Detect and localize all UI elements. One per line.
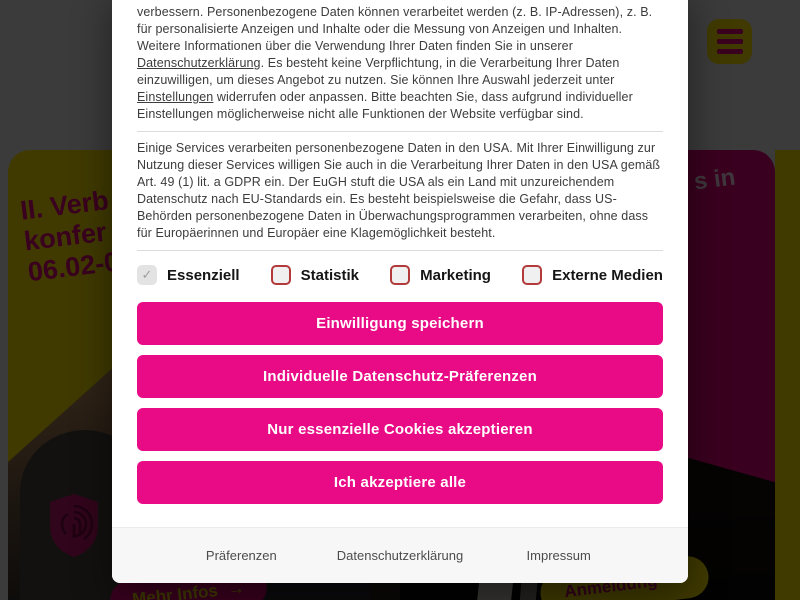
checkbox-externe-medien [522,265,663,285]
checkbox-externe-medien-label: Externe Medien [552,266,663,284]
checkbox-statistik [271,265,359,285]
consent-category-row [137,261,663,289]
checkbox-essenziell-box [137,265,157,285]
intro-text-part3: widerrufen oder anpassen. Bitte beachten Sie, dass aufgrund individueller Einstellungen möglicherweise nicht alle Funktionen der Website verfügbar sind. [137,90,633,121]
checkbox-statistik-label: Statistik [300,266,360,284]
divider [137,131,663,132]
divider [137,250,663,251]
checkbox-marketing-label: Marketing [420,266,491,284]
usa-data-paragraph: Einige Services verarbeiten personenbezogene Daten in den USA. Mit Ihrer Einwilligung zur Nutzung dieser Services willigen Sie auch in die Verarbeitung Ihrer Daten in den USA gemäß Art. 49 (1) lit. a GDPR ein. Der EuGH stuft die USA als ein Land mit unzureichendem Datenschutz nach EU-Standards ein. Es besteht beispielsweise die Gefahr, dass US-Behörden personenbezogene Daten in Überwachungsprogrammen verarbeiten, ohne dass für Europäerinnen und Europäer eine Klagemöglichkeit besteht. [137,141,661,240]
check-icon: ✓ [141,267,153,282]
accept-all-button[interactable]: Ich akzeptiere alle [137,461,663,504]
intro-paragraph [137,4,663,123]
checkbox-statistik-box[interactable] [271,265,291,285]
checkbox-marketing [390,265,491,285]
essential-only-button[interactable]: Nur essenzielle Cookies akzeptieren [137,408,663,451]
checkbox-marketing-box[interactable] [390,265,410,285]
save-consent-button[interactable]: Einwilligung speichern [137,302,663,345]
intro-text-part1: verbessern. Personenbezogene Daten können verarbeitet werden (z. B. IP-Adressen), z. B. für personalisierte Anzeigen und Inhalte oder die Messung von Anzeigen und Inhalten. Weitere Informationen über die Verwendung Ihrer Daten finden Sie in unserer [137,5,653,53]
cookie-dialog-body [112,0,688,504]
footer-link-preferences[interactable]: Präferenzen [205,548,277,563]
checkbox-essenziell [137,265,240,285]
footer-link-imprint[interactable]: Impressum [526,548,591,563]
settings-link[interactable]: Einstellungen [137,90,214,104]
cookie-consent-dialog [112,0,688,583]
footer-link-privacy-policy[interactable]: Datenschutzerklärung [336,548,464,563]
individual-preferences-button[interactable]: Individuelle Datenschutz-Präferenzen [137,355,663,398]
checkbox-essenziell-label: Essenziell [167,266,240,284]
cookie-dialog-footer [112,527,688,583]
privacy-policy-link[interactable]: Datenschutzerklärung [137,56,261,70]
intro-text-part2: . Es besteht keine Verpflichtung, in die Verarbeitung Ihrer Daten einzuwilligen, um dieses Angebot zu nutzen. Sie können Ihre Auswahl jederzeit unter [137,56,620,87]
checkbox-externe-medien-box[interactable] [522,265,542,285]
